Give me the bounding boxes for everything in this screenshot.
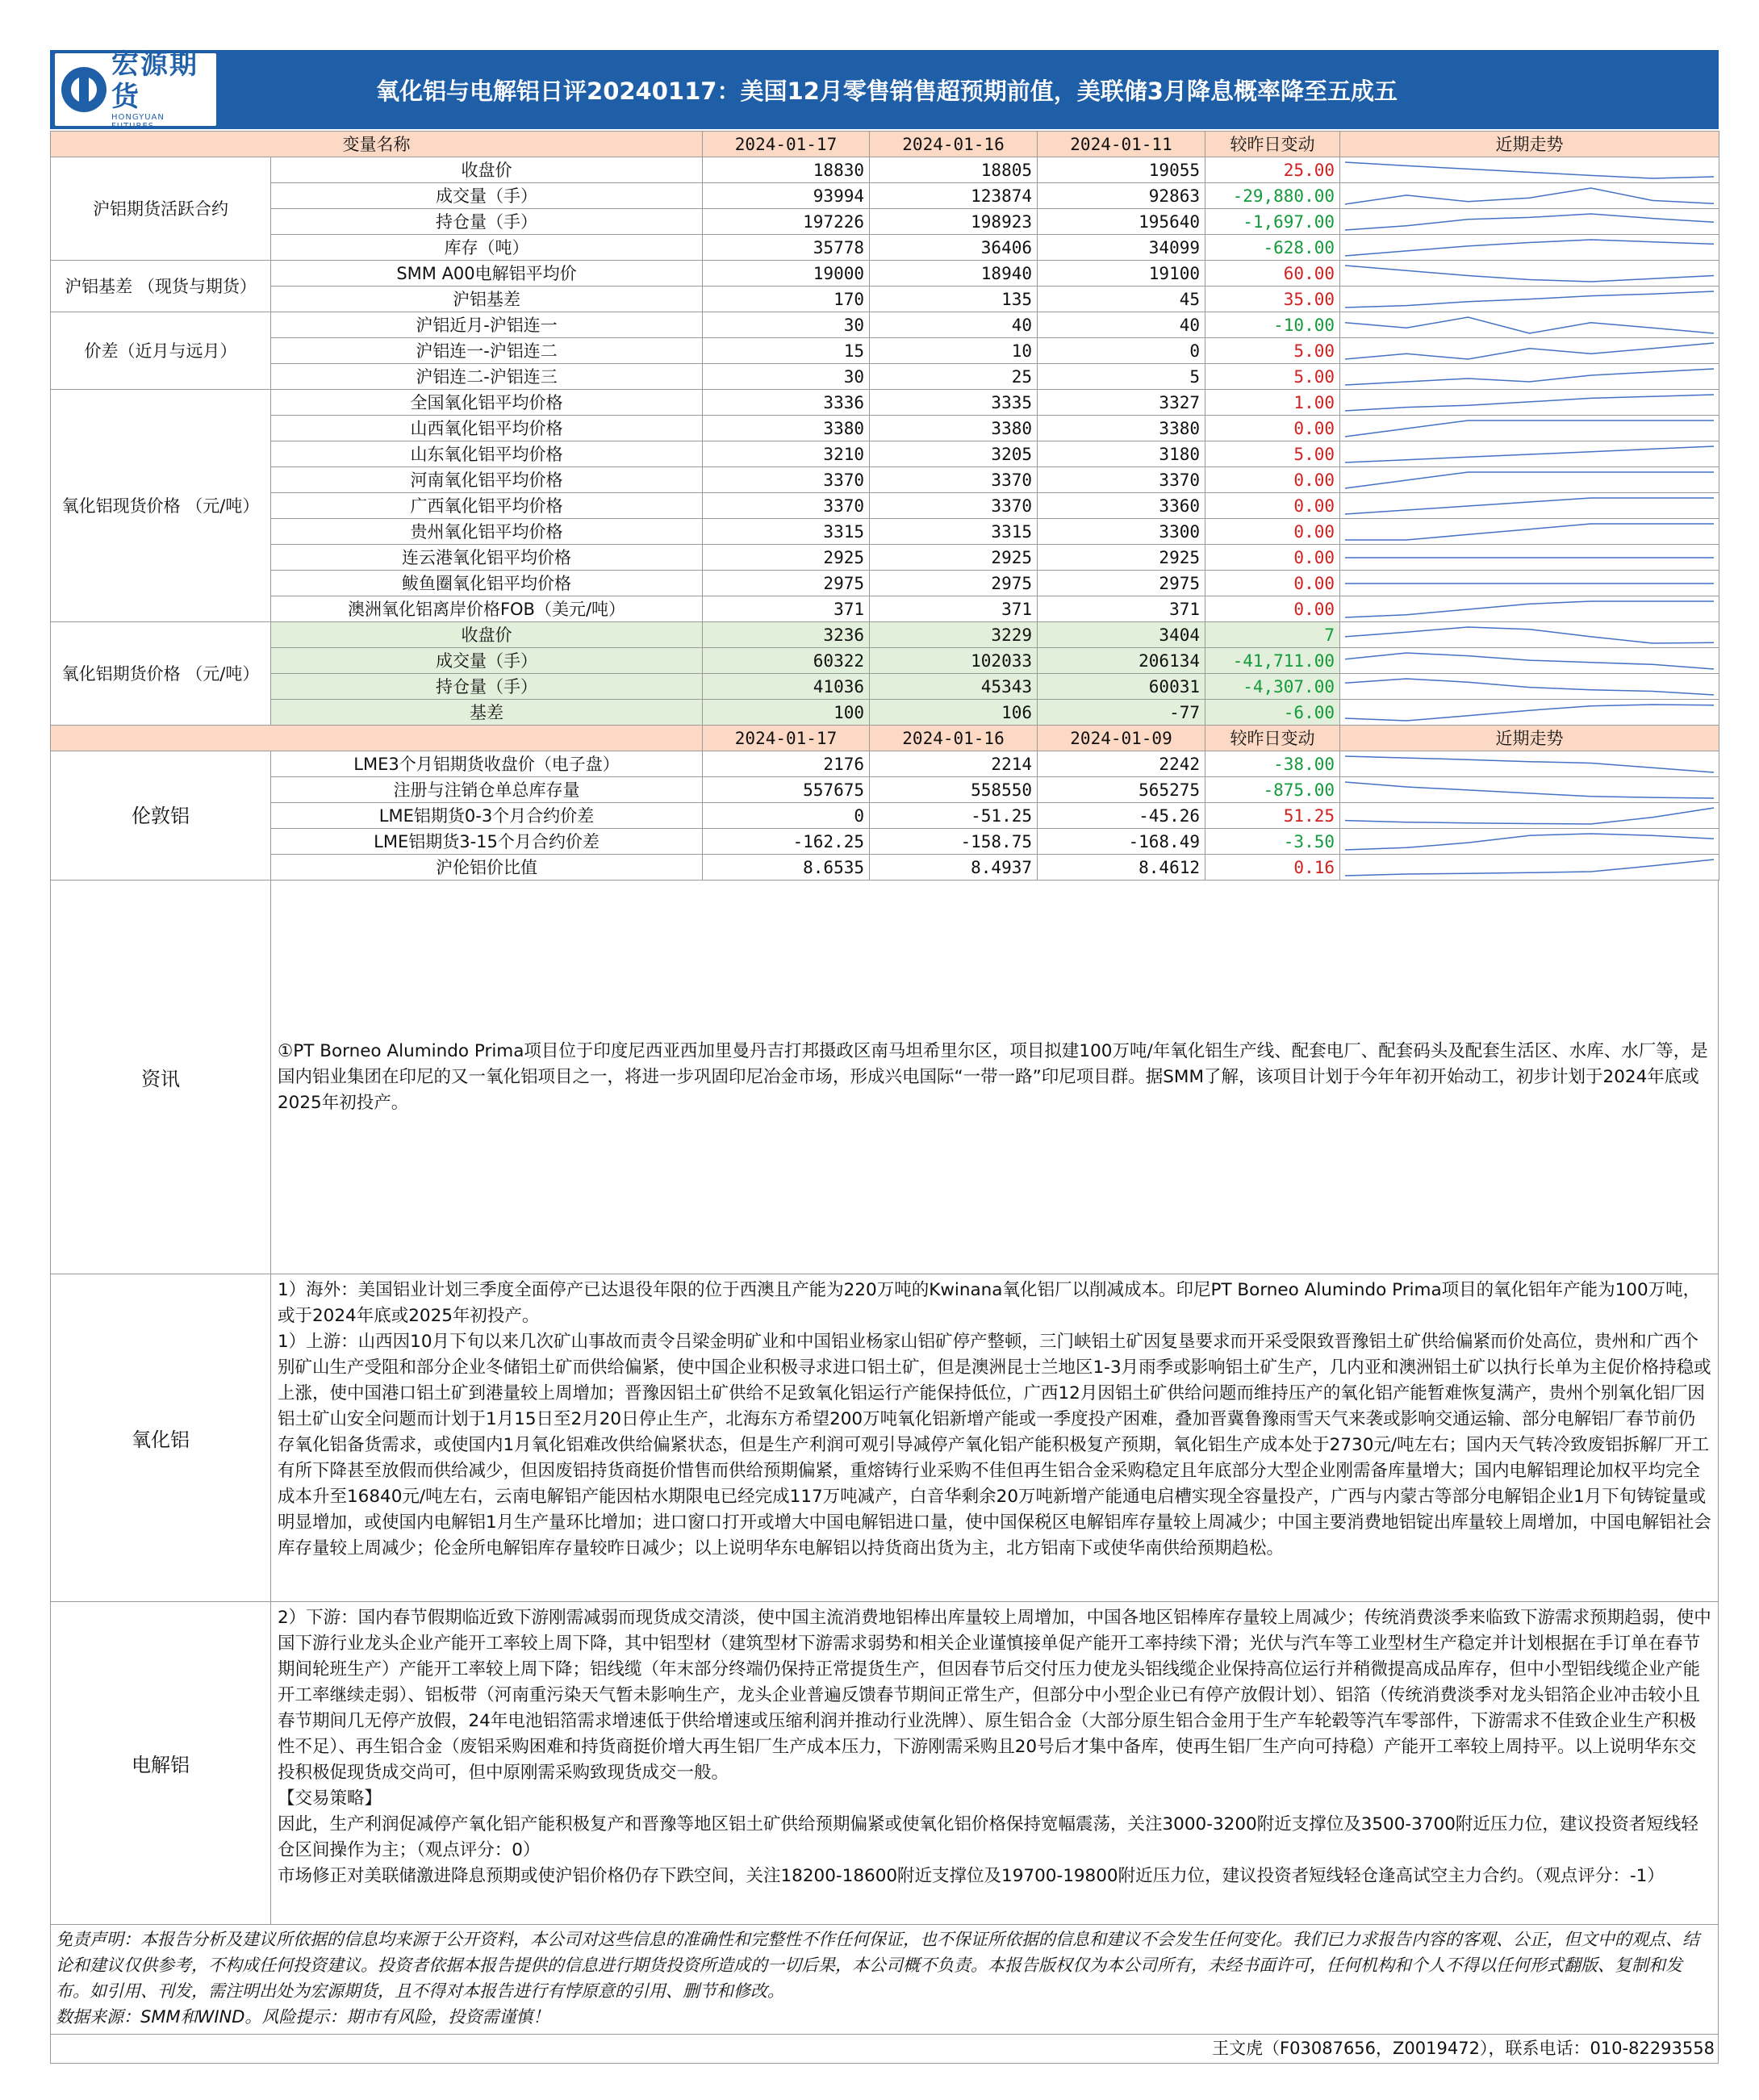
value-previous: 198923 xyxy=(870,209,1038,235)
sparkline-svg xyxy=(1340,855,1719,880)
trend-sparkline xyxy=(1340,287,1719,312)
table-row xyxy=(51,416,1719,441)
table-row xyxy=(51,235,1719,261)
trend-sparkline xyxy=(1340,493,1719,519)
column-header: 较昨日变动 xyxy=(1205,132,1340,157)
daily-change: 51.25 xyxy=(1205,803,1340,829)
variable-name: SMM A00电解铝平均价 xyxy=(271,261,703,287)
sparkline-svg xyxy=(1340,546,1719,570)
trend-sparkline xyxy=(1340,441,1719,467)
daily-change: -628.00 xyxy=(1205,235,1340,261)
variable-name: 注册与注销仓单总库存量 xyxy=(271,777,703,803)
value-previous: 36406 xyxy=(870,235,1038,261)
table-row xyxy=(51,364,1719,390)
trend-sparkline xyxy=(1340,648,1719,674)
value-previous: 3335 xyxy=(870,390,1038,416)
value-earlier: 206134 xyxy=(1038,648,1205,674)
table-row xyxy=(51,803,1719,829)
variable-name: 贵州氧化铝平均价格 xyxy=(271,519,703,545)
value-previous: 3315 xyxy=(870,519,1038,545)
alumina-label: 氧化铝 xyxy=(51,1274,271,1601)
table-row xyxy=(51,338,1719,364)
value-previous: 2925 xyxy=(870,545,1038,571)
sparkline-svg xyxy=(1340,261,1719,286)
table-row xyxy=(51,622,1719,648)
column-header: 2024-01-17 xyxy=(703,726,870,751)
sparkline-svg xyxy=(1340,675,1719,699)
value-current: -162.25 xyxy=(703,829,870,855)
variable-name: 山西氧化铝平均价格 xyxy=(271,416,703,441)
sparkline-svg xyxy=(1340,365,1719,389)
table-row xyxy=(51,261,1719,287)
variable-name: 沪伦铝价比值 xyxy=(271,855,703,881)
variable-name: 收盘价 xyxy=(271,622,703,648)
value-current: 15 xyxy=(703,338,870,364)
value-earlier: 92863 xyxy=(1038,183,1205,209)
table-row xyxy=(51,751,1719,777)
value-earlier: 60031 xyxy=(1038,674,1205,700)
logo-mark-icon xyxy=(61,67,107,112)
value-current: 3336 xyxy=(703,390,870,416)
report-page xyxy=(50,50,1719,2100)
value-previous: 135 xyxy=(870,287,1038,312)
sparkline-line xyxy=(1345,860,1714,876)
variable-name: 河南氧化铝平均价格 xyxy=(271,467,703,493)
value-earlier: 3380 xyxy=(1038,416,1205,441)
daily-change: -3.50 xyxy=(1205,829,1340,855)
table-row xyxy=(51,519,1719,545)
value-current: 197226 xyxy=(703,209,870,235)
value-earlier: 45 xyxy=(1038,287,1205,312)
table-header-row xyxy=(51,132,1719,157)
variable-name: 库存（吨） xyxy=(271,235,703,261)
sparkline-line xyxy=(1345,705,1714,721)
category-label: 价差（近月与远月） xyxy=(51,312,271,390)
value-previous: 3380 xyxy=(870,416,1038,441)
daily-change: -875.00 xyxy=(1205,777,1340,803)
value-previous: 102033 xyxy=(870,648,1038,674)
variable-name: 山东氧化铝平均价格 xyxy=(271,441,703,467)
value-current: 3380 xyxy=(703,416,870,441)
electrolytic-text: 2）下游：国内春节假期临近致下游刚需减弱而现货成交清淡，使中国主流消费地铝棒出库量较上周增加，中国各地区铝棒库存量较上周减少；传统消费淡季来临致下游需求预期趋弱，使中国下游行业龙头企业产能开工率较上周下降，其中铝型材（建筑型材下游需求弱势和相关企业谨慎接单促产能开工率持续下滑；光伏与汽车等工业型材生产稳定并计划根据在手订单在春节期间轮班生产）产能开工率较上周下降；铝线缆（年末部分终端仍保持正常提货生产，但因春节后交付压力使龙头铝线缆企业保持高位运行并稍微提高成品库存，但中小型铝线缆企业产能开工率继续走弱）、铝板带（河南重污染天气暂未影响生产，龙头企业普遍反馈春节期间正常生产，但部分中小型企业已有停产放假计划）、铝箔（传统消费淡季对龙头铝箔企业冲击较小且春节期间几无停产放假，24年电池铝箔需求增速低于供给增速或压缩利润并推动行业洗牌）、原生铝合金（大部分原生铝合金用于生产车轮毂等汽车零部件，下游需求不佳致企业生产积极性不足）、再生铝合金（废铝采购困难和持货商挺价增大再生铝厂生产成本压力，下游刚需采购且20号后才集中备库，使再生铝厂生产向可持稳）产能开工率较上周持平。以上说明华东交投积极促现货成交尚可，但中原刚需采购致现货成交一般。 【交易策略】 因此，生产利润促减停产氧化铝产能积极复产和晋豫等地区铝土矿供给预期偏紧或使氧化铝价格保持宽幅震荡，关注3000-3200附近支撑位及3500-3700附近压力位，建议投资者短线轻仓区间操作为主；（观点评分：0） 市场修正对美联储激进降息预期或使沪铝价格仍存下跌空间，关注18200-18600附近支撑位及19700-19800附近压力位，建议投资者短线轻仓逢高试空主力合约。（观点评分：-1） xyxy=(278,1608,1711,1886)
daily-change: 0.00 xyxy=(1205,493,1340,519)
alumina-section xyxy=(50,1274,1719,1602)
daily-change: 5.00 xyxy=(1205,441,1340,467)
daily-change: -4,307.00 xyxy=(1205,674,1340,700)
column-header: 近期走势 xyxy=(1340,132,1719,157)
sparkline-line xyxy=(1345,627,1714,643)
daily-change: -6.00 xyxy=(1205,700,1340,726)
value-previous: 25 xyxy=(870,364,1038,390)
value-earlier: 3370 xyxy=(1038,467,1205,493)
trend-sparkline xyxy=(1340,855,1719,881)
value-earlier: 0 xyxy=(1038,338,1205,364)
daily-change: -41,711.00 xyxy=(1205,648,1340,674)
value-previous: 2214 xyxy=(870,751,1038,777)
category-label: 氧化铝现货价格 （元/吨） xyxy=(51,390,271,622)
report-header xyxy=(50,50,1719,129)
table-row xyxy=(51,312,1719,338)
value-earlier: 3360 xyxy=(1038,493,1205,519)
trend-sparkline xyxy=(1340,312,1719,338)
value-previous: 123874 xyxy=(870,183,1038,209)
daily-change: -29,880.00 xyxy=(1205,183,1340,209)
value-previous: -51.25 xyxy=(870,803,1038,829)
sparkline-line xyxy=(1345,395,1714,411)
value-current: 41036 xyxy=(703,674,870,700)
table-row xyxy=(51,287,1719,312)
sparkline-svg xyxy=(1340,649,1719,673)
table-row xyxy=(51,209,1719,235)
value-earlier: 3300 xyxy=(1038,519,1205,545)
table-row xyxy=(51,493,1719,519)
variable-name: 澳洲氧化铝离岸价格FOB（美元/吨） xyxy=(271,596,703,622)
value-earlier: 5 xyxy=(1038,364,1205,390)
value-current: 3210 xyxy=(703,441,870,467)
value-previous: 3370 xyxy=(870,493,1038,519)
contact-info: 王文虎（F03087656，Z0019472），联系电话：010-82293558 xyxy=(50,2035,1719,2064)
variable-name: 持仓量（手） xyxy=(271,209,703,235)
daily-change: 0.00 xyxy=(1205,416,1340,441)
trend-sparkline xyxy=(1340,803,1719,829)
sparkline-svg xyxy=(1340,571,1719,596)
variable-name: 沪铝连一-沪铝连二 xyxy=(271,338,703,364)
daily-change: 0.16 xyxy=(1205,855,1340,881)
table-row xyxy=(51,467,1719,493)
sparkline-svg xyxy=(1340,184,1719,208)
sparkline-line xyxy=(1345,343,1714,359)
value-earlier: 371 xyxy=(1038,596,1205,622)
table-row xyxy=(51,829,1719,855)
news-label: 资讯 xyxy=(51,881,271,1274)
trend-sparkline xyxy=(1340,416,1719,441)
value-earlier: 2975 xyxy=(1038,571,1205,596)
sparkline-line xyxy=(1345,601,1714,617)
variable-name: 基差 xyxy=(271,700,703,726)
sparkline-line xyxy=(1345,782,1714,798)
value-earlier: 3404 xyxy=(1038,622,1205,648)
table-row xyxy=(51,648,1719,674)
sparkline-line xyxy=(1345,446,1714,462)
value-earlier: -168.49 xyxy=(1038,829,1205,855)
value-previous: 10 xyxy=(870,338,1038,364)
trend-sparkline xyxy=(1340,777,1719,803)
daily-change: 0.00 xyxy=(1205,596,1340,622)
company-logo xyxy=(55,48,216,131)
daily-change: 1.00 xyxy=(1205,390,1340,416)
value-current: 557675 xyxy=(703,777,870,803)
sparkline-line xyxy=(1345,653,1714,669)
value-previous: 40 xyxy=(870,312,1038,338)
value-earlier: 40 xyxy=(1038,312,1205,338)
sparkline-svg xyxy=(1340,313,1719,337)
trend-sparkline xyxy=(1340,261,1719,287)
sparkline-line xyxy=(1345,834,1714,850)
value-previous: -158.75 xyxy=(870,829,1038,855)
sparkline-svg xyxy=(1340,442,1719,466)
value-earlier: -45.26 xyxy=(1038,803,1205,829)
sparkline-svg xyxy=(1340,701,1719,725)
value-current: 30 xyxy=(703,364,870,390)
value-current: 30 xyxy=(703,312,870,338)
category-label: 伦敦铝 xyxy=(51,751,271,881)
sparkline-line xyxy=(1345,266,1714,282)
variable-name: 沪铝基差 xyxy=(271,287,703,312)
trend-sparkline xyxy=(1340,571,1719,596)
value-current: 371 xyxy=(703,596,870,622)
sparkline-svg xyxy=(1340,804,1719,828)
value-previous: 558550 xyxy=(870,777,1038,803)
trend-sparkline xyxy=(1340,700,1719,726)
value-previous: 3229 xyxy=(870,622,1038,648)
value-current: 18830 xyxy=(703,157,870,183)
value-previous: 3370 xyxy=(870,467,1038,493)
category-label: 沪铝期货活跃合约 xyxy=(51,157,271,261)
sparkline-line xyxy=(1345,188,1714,204)
value-current: 3370 xyxy=(703,467,870,493)
daily-change: 60.00 xyxy=(1205,261,1340,287)
logo-en-text: HONGYUAN FUTURES xyxy=(111,113,165,131)
value-current: 170 xyxy=(703,287,870,312)
daily-change: 0.00 xyxy=(1205,467,1340,493)
value-current: 2176 xyxy=(703,751,870,777)
daily-change: 35.00 xyxy=(1205,287,1340,312)
sparkline-svg xyxy=(1340,778,1719,802)
column-header xyxy=(51,726,703,751)
column-header: 2024-01-09 xyxy=(1038,726,1205,751)
table-row xyxy=(51,700,1719,726)
value-current: 93994 xyxy=(703,183,870,209)
trend-sparkline xyxy=(1340,622,1719,648)
sparkline-svg xyxy=(1340,752,1719,776)
value-previous: 106 xyxy=(870,700,1038,726)
trend-sparkline xyxy=(1340,364,1719,390)
variable-name: 鲅鱼圈氧化铝平均价格 xyxy=(271,571,703,596)
daily-change: -38.00 xyxy=(1205,751,1340,777)
sparkline-line xyxy=(1345,524,1714,540)
column-header: 近期走势 xyxy=(1340,726,1719,751)
table-row xyxy=(51,545,1719,571)
sparkline-line xyxy=(1345,756,1714,772)
sparkline-line xyxy=(1345,291,1714,307)
value-earlier: 19055 xyxy=(1038,157,1205,183)
value-current: 3315 xyxy=(703,519,870,545)
trend-sparkline xyxy=(1340,183,1719,209)
value-current: 100 xyxy=(703,700,870,726)
table-row xyxy=(51,157,1719,183)
sparkline-svg xyxy=(1340,287,1719,312)
electrolytic-label: 电解铝 xyxy=(51,1602,271,1924)
value-earlier: -77 xyxy=(1038,700,1205,726)
sparkline-svg xyxy=(1340,339,1719,363)
variable-name: 沪铝连二-沪铝连三 xyxy=(271,364,703,390)
value-current: 2925 xyxy=(703,545,870,571)
variable-name: 成交量（手） xyxy=(271,648,703,674)
value-previous: 18805 xyxy=(870,157,1038,183)
value-previous: 18940 xyxy=(870,261,1038,287)
trend-sparkline xyxy=(1340,390,1719,416)
alumina-text: 1）海外：美国铝业计划三季度全面停产已达退役年限的位于西澳且产能为220万吨的Kwinana氧化铝厂以削减成本。印尼PT Borneo Alumindo Prima项目的氧化铝年产能为100万吨，或于2024年底或2025年初投产。 1）上游：山西因10月下旬以来几次矿山事故而责令吕梁金明矿业和中国铝业杨家山铝矿停产整顿，三门峡铝土矿因复垦要求而开采受限致晋豫铝土矿供给偏紧而价处高位，贵州和广西个别矿山生产受阻和部分企业冬储铝土矿而供给偏紧，使中国企业积极寻求进口铝土矿，但是澳洲昆士兰地区1-3月雨季或影响铝土矿生产，几内亚和澳洲铝土矿以执行长单为主促价格持稳或上涨，使中国港口铝土矿到港量较上周增加；晋豫因铝土矿供给不足致氧化铝运行产能保持低位，广西12月因铝土矿供给问题而维持压产的氧化铝产能暂难恢复满产，贵州个别氧化铝厂因铝土矿山安全问题而计划于1月15日至2月20日停止生产，北海东方希望200万吨氧化铝新增产能或一季度投产困难，叠加晋冀鲁豫雨雪天气来袭或影响交通运输、部分电解铝厂春节前仍存氧化铝备货需求，或使国内1月氧化铝难改供给偏紧状态，但是生产利润可观引导减停产氧化铝产能积极复产预期，氧化铝生产成本处于2730元/吨左右；国内天气转冷致废铝拆解厂开工有所下降甚至放假而供给减少，但因废铝持货商挺价惜售而供给预期偏紧，重熔铸行业采购不佳但再生铝合金采购稳定且年底部分大型企业刚需备库量增大；国内电解铝理论加权平均完全成本升至16840元/吨左右，云南电解铝产能因枯水期限电已经完成117万吨减产，白音华剩余20万吨新增产能通电启槽实现全容量投产，广西与内蒙古等部分电解铝企业1月下旬铸锭量或明显增加，或使国内电解铝1月生产量环比增加；进口窗口打开或增大中国电解铝进口量，使中国保税区电解铝库存量较上周减少；中国主要消费地铝锭出库量较上周增加，中国电解铝社会库存量较上周减少；伦金所电解铝库存量较昨日减少；以上说明华东电解铝以持货商出货为主，北方铝南下或使华南供给预期趋松。 xyxy=(278,1280,1711,1558)
trend-sparkline xyxy=(1340,519,1719,545)
value-earlier: 8.4612 xyxy=(1038,855,1205,881)
value-earlier: 195640 xyxy=(1038,209,1205,235)
data-table xyxy=(50,131,1719,881)
value-current: 35778 xyxy=(703,235,870,261)
electrolytic-section xyxy=(50,1602,1719,1925)
value-current: 60322 xyxy=(703,648,870,674)
trend-sparkline xyxy=(1340,338,1719,364)
column-header: 2024-01-17 xyxy=(703,132,870,157)
logo-cn-text: 宏源期货 xyxy=(111,48,198,113)
variable-name: LME铝期货3-15个月合约价差 xyxy=(271,829,703,855)
daily-change: 25.00 xyxy=(1205,157,1340,183)
table-row xyxy=(51,674,1719,700)
column-header: 较昨日变动 xyxy=(1205,726,1340,751)
variable-name: LME3个月铝期货收盘价（电子盘） xyxy=(271,751,703,777)
variable-name: 全国氧化铝平均价格 xyxy=(271,390,703,416)
daily-change: 0.00 xyxy=(1205,545,1340,571)
sparkline-line xyxy=(1345,472,1714,488)
value-earlier: 34099 xyxy=(1038,235,1205,261)
daily-change: 0.00 xyxy=(1205,519,1340,545)
value-previous: 371 xyxy=(870,596,1038,622)
sparkline-svg xyxy=(1340,494,1719,518)
trend-sparkline xyxy=(1340,467,1719,493)
value-earlier: 565275 xyxy=(1038,777,1205,803)
sparkline-svg xyxy=(1340,236,1719,260)
sparkline-line xyxy=(1345,420,1714,437)
sparkline-svg xyxy=(1340,830,1719,854)
news-section xyxy=(50,881,1719,1274)
sparkline-svg xyxy=(1340,468,1719,492)
report-title: 氧化铝与电解铝日评20240117：美国12月零售销售超预期前值，美联储3月降息概率降至五成五 xyxy=(376,77,1398,105)
column-header: 2024-01-16 xyxy=(870,132,1038,157)
table-row xyxy=(51,390,1719,416)
daily-change: -1,697.00 xyxy=(1205,209,1340,235)
sparkline-line xyxy=(1345,317,1714,333)
column-header: 2024-01-11 xyxy=(1038,132,1205,157)
sparkline-svg xyxy=(1340,597,1719,621)
sparkline-svg xyxy=(1340,391,1719,415)
value-current: 2975 xyxy=(703,571,870,596)
value-earlier: 2925 xyxy=(1038,545,1205,571)
trend-sparkline xyxy=(1340,596,1719,622)
daily-change: 5.00 xyxy=(1205,338,1340,364)
value-previous: 45343 xyxy=(870,674,1038,700)
sparkline-line xyxy=(1345,679,1714,695)
column-header: 2024-01-16 xyxy=(870,726,1038,751)
variable-name: 收盘价 xyxy=(271,157,703,183)
value-previous: 3205 xyxy=(870,441,1038,467)
daily-change: 7 xyxy=(1205,622,1340,648)
sparkline-line xyxy=(1345,498,1714,514)
value-previous: 8.4937 xyxy=(870,855,1038,881)
sparkline-line xyxy=(1345,162,1714,178)
category-label: 氧化铝期货价格 （元/吨） xyxy=(51,622,271,726)
trend-sparkline xyxy=(1340,674,1719,700)
value-current: 3370 xyxy=(703,493,870,519)
variable-name: 成交量（手） xyxy=(271,183,703,209)
value-current: 3236 xyxy=(703,622,870,648)
value-current: 0 xyxy=(703,803,870,829)
table-row xyxy=(51,441,1719,467)
variable-name: 连云港氧化铝平均价格 xyxy=(271,545,703,571)
value-current: 19000 xyxy=(703,261,870,287)
sparkline-line xyxy=(1345,240,1714,256)
disclaimer: 免责声明：本报告分析及建议所依据的信息均来源于公开资料，本公司对这些信息的准确性和完整性不作任何保证，也不保证所依据的信息和建议不会发生任何变化。我们已力求报告内容的客观、公正，但文中的观点、结论和建议仅供参考，不构成任何投资建议。投资者依据本报告提供的信息进行期货投资所造成的一切后果，本公司概不负责。本报告版权仅为本公司所有，未经书面许可，任何机构和个人不得以任何形式翻版、复制和发布。如引用、刊发，需注明出处为宏源期货，且不得对本报告进行有悖原意的引用、删节和修改。 数据来源：SMM和WIND。风险提示：期市有风险，投资需谨慎！ xyxy=(50,1925,1719,2035)
variable-name: 广西氧化铝平均价格 xyxy=(271,493,703,519)
value-previous: 2975 xyxy=(870,571,1038,596)
value-earlier: 19100 xyxy=(1038,261,1205,287)
trend-sparkline xyxy=(1340,235,1719,261)
value-earlier: 3327 xyxy=(1038,390,1205,416)
table-row xyxy=(51,596,1719,622)
daily-change: 5.00 xyxy=(1205,364,1340,390)
table-header-row xyxy=(51,726,1719,751)
sparkline-svg xyxy=(1340,210,1719,234)
column-header: 变量名称 xyxy=(51,132,703,157)
sparkline-svg xyxy=(1340,158,1719,182)
table-row xyxy=(51,183,1719,209)
daily-change: -10.00 xyxy=(1205,312,1340,338)
variable-name: LME铝期货0-3个月合约价差 xyxy=(271,803,703,829)
category-label: 沪铝基差 （现货与期货） xyxy=(51,261,271,312)
sparkline-svg xyxy=(1340,623,1719,647)
table-row xyxy=(51,777,1719,803)
sparkline-line xyxy=(1345,214,1714,230)
sparkline-line xyxy=(1345,369,1714,385)
news-text: ①PT Borneo Alumindo Prima项目位于印度尼西亚西加里曼丹吉打邦摄政区南马坦希里尔区，项目拟建100万吨/年氧化铝生产线、配套电厂、配套码头及配套生活区、水库、水厂等，是国内铝业集团在印尼的又一氧化铝项目之一，将进一步巩固印尼冶金市场，形成兴电国际“一带一路”印尼项目群。据SMM了解，该项目计划于今年年初开始动工，初步计划于2024年底或2025年初投产。 xyxy=(278,1040,1708,1113)
daily-change: 0.00 xyxy=(1205,571,1340,596)
table-row xyxy=(51,855,1719,881)
value-earlier: 3180 xyxy=(1038,441,1205,467)
trend-sparkline xyxy=(1340,157,1719,183)
value-current: 8.6535 xyxy=(703,855,870,881)
trend-sparkline xyxy=(1340,209,1719,235)
sparkline-line xyxy=(1345,808,1714,824)
value-earlier: 2242 xyxy=(1038,751,1205,777)
trend-sparkline xyxy=(1340,545,1719,571)
variable-name: 持仓量（手） xyxy=(271,674,703,700)
sparkline-svg xyxy=(1340,520,1719,544)
trend-sparkline xyxy=(1340,829,1719,855)
sparkline-svg xyxy=(1340,416,1719,441)
trend-sparkline xyxy=(1340,751,1719,777)
variable-name: 沪铝近月-沪铝连一 xyxy=(271,312,703,338)
table-row xyxy=(51,571,1719,596)
